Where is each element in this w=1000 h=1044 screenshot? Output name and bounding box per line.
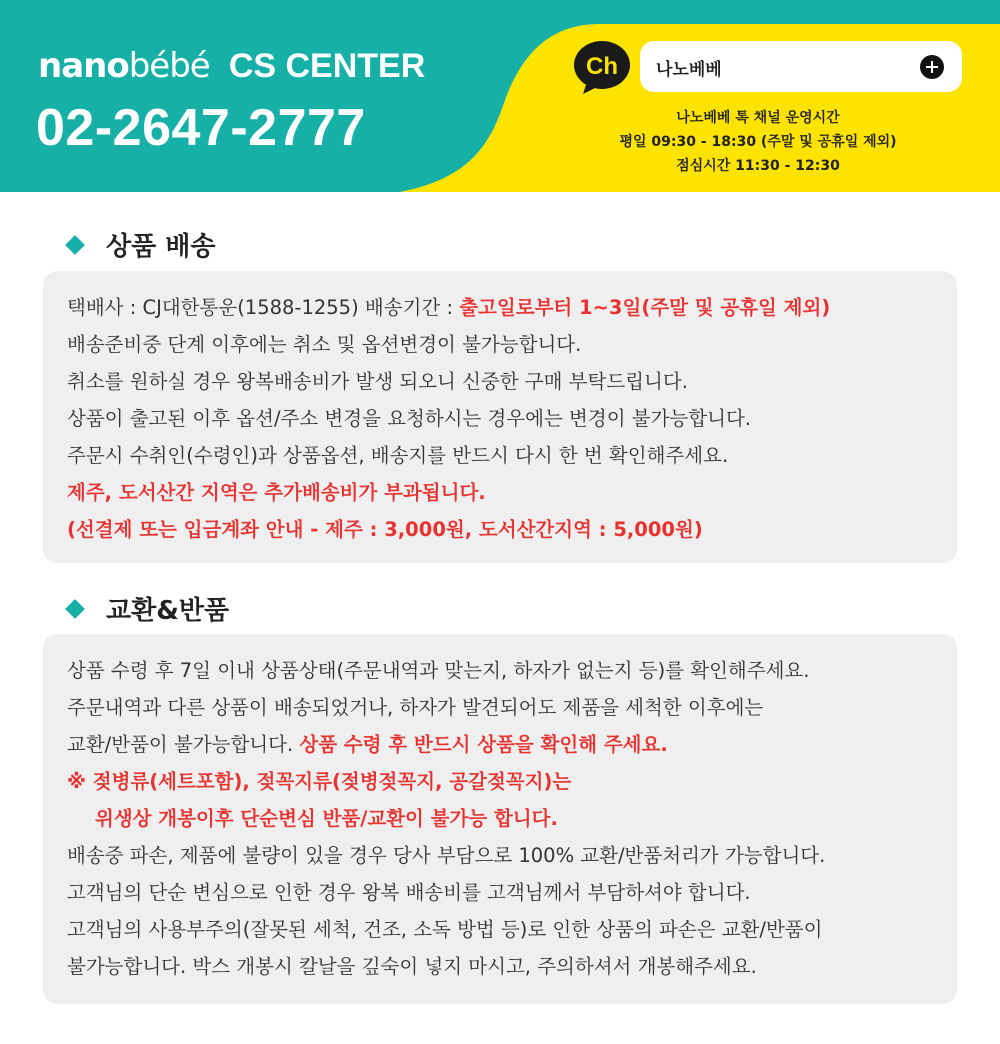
plus-add-icon[interactable] (920, 55, 944, 79)
cs-phone-number[interactable]: 02-2647-2777 (36, 99, 366, 157)
brand-logo: nanobébé (38, 46, 210, 86)
shipping-period-highlight: 출고일로부터 1~3일(주말 및 공휴일 제외) (459, 296, 831, 319)
kakao-channel-box[interactable] (640, 41, 962, 92)
exchange-line-9: 불가능합니다. 박스 개봉시 칼날을 깊숙이 넣지 마시고, 주의하셔서 개봉해주세요. (67, 955, 757, 978)
exchange-line-6: 배송중 파손, 제품에 불량이 있을 경우 당사 부담으로 100% 교환/반품처리가 가능합니다. (67, 844, 826, 867)
exchange-section-title (68, 590, 229, 627)
shipping-section-title (68, 226, 216, 263)
exchange-line-1: 상품 수령 후 7일 이내 상품상태(주문내역과 맞는지, 하자가 없는지 등)를 확인해주세요. (67, 659, 810, 682)
exchange-title-text: 교환&반품 (106, 596, 230, 626)
diamond-bullet-icon (65, 235, 85, 255)
hours-title: 나노베베 톡 채널 운영시간 (676, 110, 840, 126)
chat-channel-name: 나노베베 (656, 60, 722, 80)
exchange-line-5: 위생상 개봉이후 단순변심 반품/교환이 불가능 합니다. (95, 807, 558, 830)
shipping-line-7: (선결제 또는 입금계좌 안내 - 제주 : 3,000원, 도서산간지역 : 5,000원) (67, 518, 703, 541)
kakao-icon-label: Ch (586, 53, 618, 80)
exchange-line-7: 고객님의 단순 변심으로 인한 경우 왕복 배송비를 고객님께서 부담하셔야 합니다. (67, 881, 751, 904)
brand-title (38, 46, 425, 86)
hours-weekday: 평일 09:30 - 18:30 (주말 및 공휴일 제외) (619, 134, 897, 150)
exchange-info-panel (43, 634, 957, 1004)
shipping-line-2: 배송준비중 단계 이후에는 취소 및 옵션변경이 불가능합니다. (67, 333, 582, 356)
shipping-line-3: 취소를 원하실 경우 왕복배송비가 발생 되오니 신중한 구매 부탁드립니다. (67, 370, 688, 393)
exchange-line-3: 교환/반품이 불가능합니다. 상품 수령 후 반드시 상품을 확인해 주세요. (67, 733, 668, 756)
hours-lunch: 점심시간 11:30 - 12:30 (676, 158, 840, 174)
shipping-title-text: 상품 배송 (106, 232, 216, 262)
exchange-line-8: 고객님의 사용부주의(잘못된 세척, 건조, 소독 방법 등)로 인한 상품의 파손은 교환/반품이 (67, 918, 823, 941)
header-banner (0, 0, 1000, 192)
exchange-line-4: ※ 젖병류(세트포함), 젖꼭지류(젖병젖꼭지, 공갈젖꼭지)는 (67, 770, 572, 793)
chat-hours (590, 106, 926, 178)
diamond-bullet-icon (65, 599, 85, 619)
kakao-channel-icon[interactable] (573, 40, 631, 94)
shipping-line-4: 상품이 출고된 이후 옵션/주소 변경을 요청하시는 경우에는 변경이 불가능합니다. (67, 407, 751, 430)
shipping-line-5: 주문시 수취인(수령인)과 상품옵션, 배송지를 반드시 다시 한 번 확인해주세요. (67, 444, 729, 467)
cs-center-label: CS CENTER (228, 47, 426, 85)
shipping-line-1: 택배사 : CJ대한통운(1588-1255) 배송기간 : 출고일로부터 1~3일(주말 및 공휴일 제외) (67, 296, 831, 319)
shipping-line-6: 제주, 도서산간 지역은 추가배송비가 부과됩니다. (67, 481, 486, 504)
shipping-info-panel (43, 271, 957, 563)
check-product-highlight: 상품 수령 후 반드시 상품을 확인해 주세요. (299, 733, 668, 756)
exchange-line-2: 주문내역과 다른 상품이 배송되었거나, 하자가 발견되어도 제품을 세척한 이후에는 (67, 696, 764, 719)
